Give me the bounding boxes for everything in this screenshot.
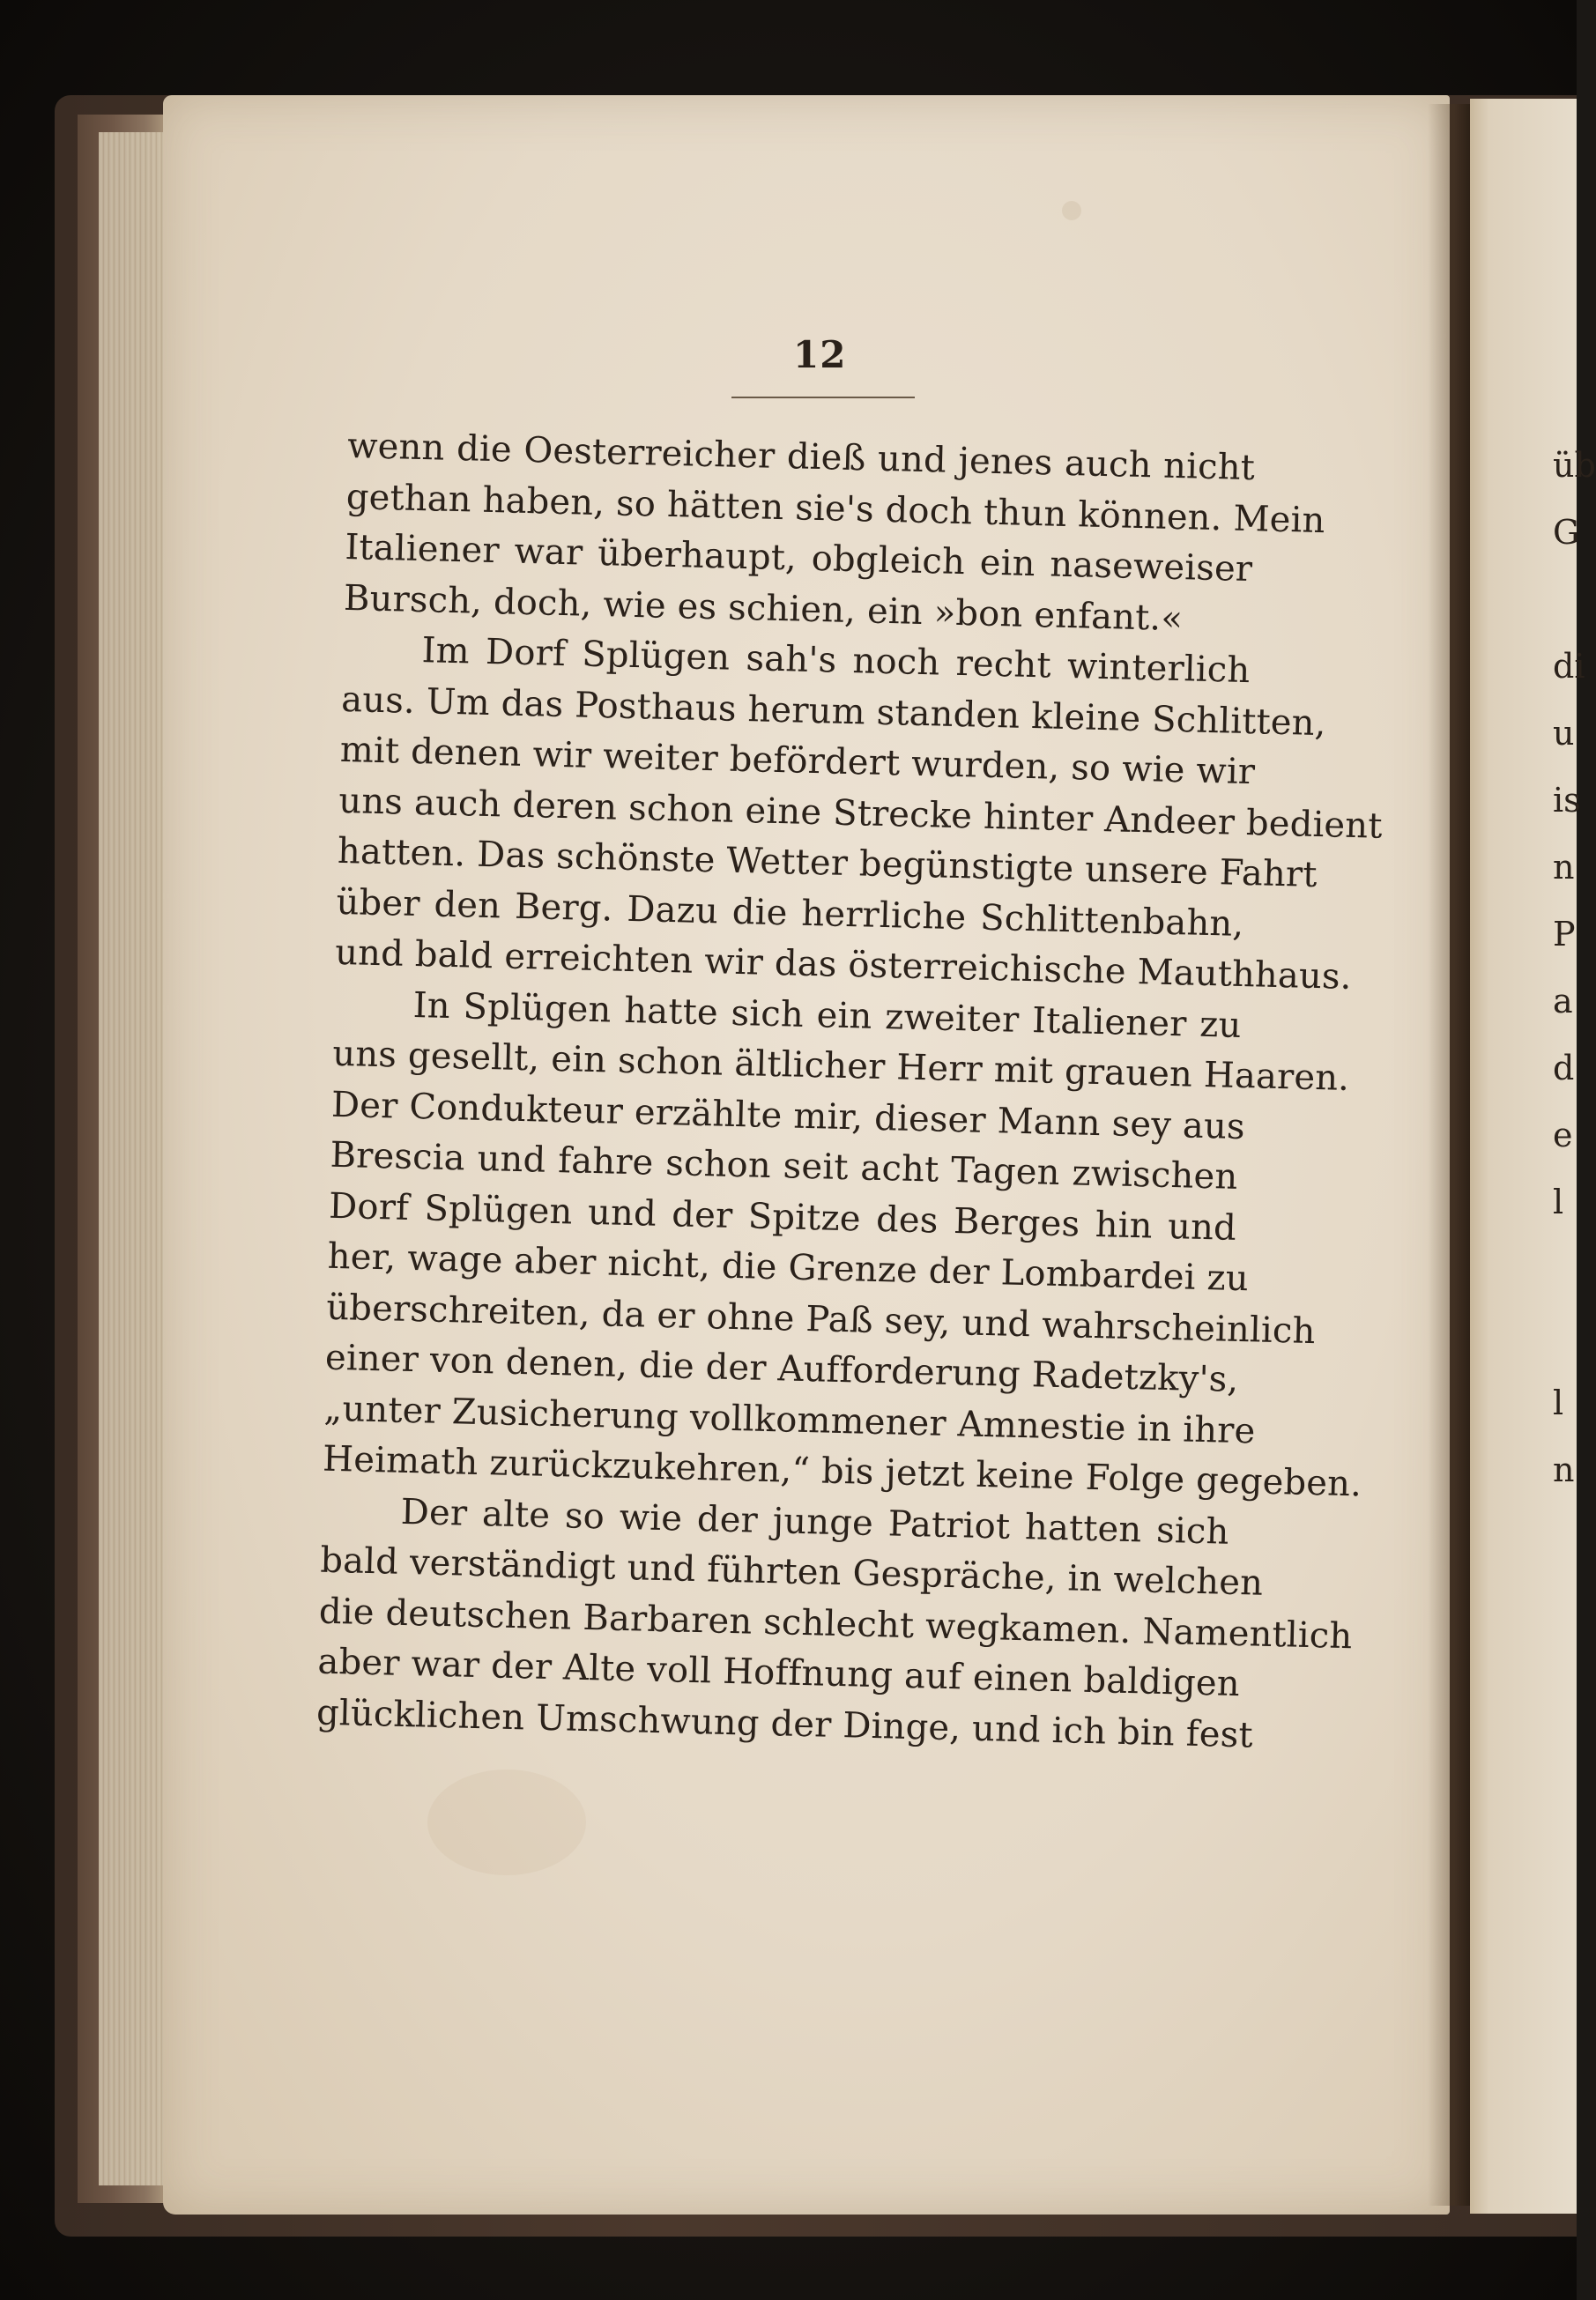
- paper-stain: [427, 1770, 586, 1875]
- text-line: „unter Zusicherung vollkommener Amnestie in ihre: [323, 1388, 1257, 1451]
- page-gutter: [1428, 104, 1472, 2206]
- text-line: Bursch, doch, wie es schien, ein »bon enfant.«: [343, 577, 1184, 639]
- facing-page-fragment: di: [1553, 647, 1585, 686]
- facing-page-fragment: [1553, 1302, 1577, 1369]
- text-line: aus. Um das Posthaus herum standen kleine Schlitten,: [340, 679, 1327, 744]
- text-line: In Splügen hatte sich ein zweiter Italiener zu: [412, 984, 1243, 1046]
- facing-page-fragment: l: [1553, 1183, 1564, 1221]
- text-line: einer von denen, die der Aufforderung Radetzky's,: [324, 1337, 1239, 1401]
- facing-page-fragment: [1553, 566, 1577, 633]
- facing-page-fragment: üb: [1553, 446, 1596, 485]
- paper-stain: [1062, 201, 1081, 220]
- facing-page-fragment: [1553, 1570, 1577, 1637]
- text-line: und bald erreichten wir das österreichische Mauthhaus.: [334, 931, 1353, 998]
- text-line: uns auch deren schon eine Strecke hinter Andeer bedient: [338, 780, 1384, 847]
- facing-page-fragment: l: [1553, 1384, 1564, 1422]
- facing-page-fragment: is: [1553, 781, 1581, 820]
- facing-page-fragment: e: [1553, 1116, 1573, 1154]
- facing-page-fragment: G: [1553, 513, 1580, 552]
- facing-page-fragment: d: [1553, 1049, 1575, 1087]
- text-line: Brescia und fahre schon seit acht Tagen zwischen: [330, 1134, 1238, 1198]
- text-line: Der alte so wie der junge Patriot hatten sich: [400, 1491, 1230, 1553]
- text-line: hatten. Das schönste Wetter begünstigte unsere Fahrt: [337, 830, 1318, 896]
- header-rule: [731, 397, 915, 398]
- body-text: [315, 421, 1384, 1761]
- text-line: Der Condukteur erzählte mir, dieser Mann sey aus: [330, 1084, 1246, 1147]
- text-line: glücklichen Umschwung der Dinge, und ich bin fest: [315, 1692, 1254, 1756]
- text-line: Im Dorf Splügen sah's noch recht winterlich: [421, 630, 1251, 692]
- page-number: 12: [793, 333, 847, 376]
- text-line: Dorf Splügen und der Spitze des Berges hin und: [328, 1185, 1237, 1249]
- facing-page-fragment: [1553, 1637, 1577, 1704]
- facing-page-fragment: u: [1553, 714, 1575, 753]
- facing-page-fragment: a: [1553, 982, 1573, 1020]
- facing-page-fragment: [1553, 1235, 1577, 1302]
- facing-page-fragment: P: [1553, 915, 1576, 953]
- text-line: überschreiten, da er ohne Paß sey, und wahrscheinlich: [325, 1287, 1317, 1352]
- text-line: wenn die Oesterreicher dieß und jenes auch nicht: [346, 425, 1256, 489]
- facing-page-fragment: [1553, 1503, 1577, 1570]
- facing-page-fragment: n: [1553, 1450, 1575, 1489]
- facing-page-text: [1553, 432, 1596, 1704]
- text-line: gethan haben, so hätten sie's doch thun können. Mein: [345, 476, 1326, 541]
- text-line: über den Berg. Dazu die herrliche Schlittenbahn,: [336, 881, 1244, 945]
- facing-page-fragment: n: [1553, 848, 1575, 887]
- text-line: uns gesellt, ein schon ältlicher Herr mit grauen Haaren.: [331, 1033, 1350, 1099]
- text-line: her, wage aber nicht, die Grenze der Lombardei zu: [327, 1235, 1250, 1300]
- text-line: die deutschen Barbaren schlecht wegkamen. Namentlich: [318, 1591, 1353, 1657]
- text-line: aber war der Alte voll Hoffnung auf einen baldigen: [317, 1641, 1241, 1705]
- text-line: mit denen wir weiter befördert wurden, so wie wir: [339, 729, 1256, 793]
- text-line: bald verständigt und führten Gespräche, in welchen: [319, 1540, 1264, 1604]
- text-line: Heimath zurückzukehren,“ bis jetzt keine Folge gegeben.: [322, 1438, 1362, 1505]
- text-line: Italiener war überhaupt, obgleich ein naseweiser: [344, 526, 1253, 590]
